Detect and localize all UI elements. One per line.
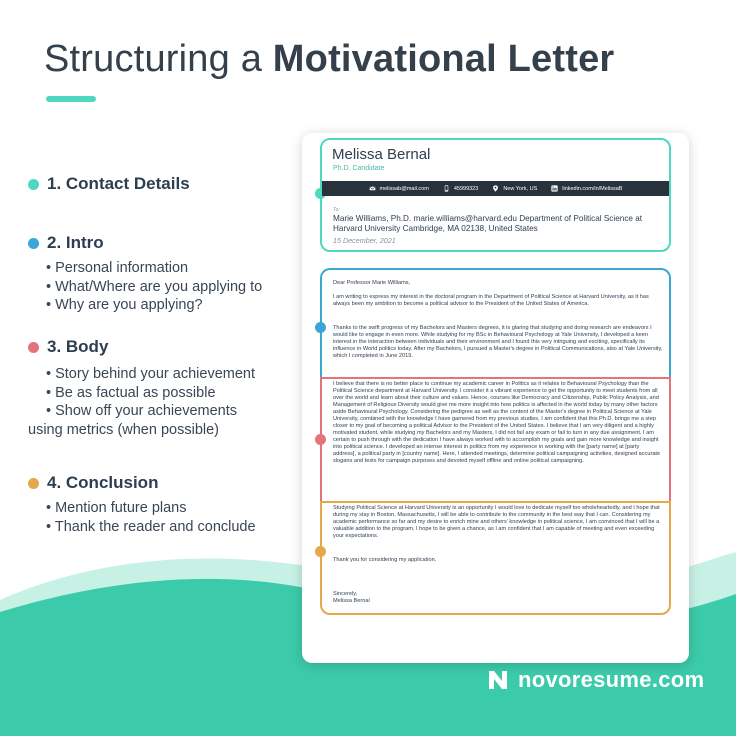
orange-dot-icon bbox=[28, 478, 39, 489]
body-marker-icon bbox=[315, 434, 326, 445]
phone-icon bbox=[443, 185, 450, 192]
section-contact-details bbox=[28, 174, 190, 194]
bullet-item: • What/Where are you applying to bbox=[46, 278, 263, 295]
section-heading: 2. Intro bbox=[47, 233, 104, 252]
novoresume-logo-icon bbox=[486, 668, 510, 692]
bullet-item: • Thank the reader and conclude bbox=[46, 518, 256, 535]
brand bbox=[486, 667, 704, 693]
to-label: To: bbox=[333, 207, 340, 213]
blue-dot-icon bbox=[28, 238, 39, 249]
bullet-item: • Story behind your achievement bbox=[46, 366, 255, 382]
section-intro bbox=[28, 233, 262, 315]
email-text: melissab@mail.com bbox=[379, 185, 429, 192]
title-bold: Motivational Letter bbox=[272, 38, 615, 80]
section-heading: 3. Body bbox=[47, 337, 109, 356]
body-divider bbox=[320, 377, 671, 379]
bullet-item: • Mention future plans bbox=[46, 500, 187, 516]
conclusion-paragraph-1: Studying Political Science at Harvard University is an opportunity I would love to dedicate myself too wholeheartedly, and I hope that during my stay in Boston, Massachusetts, I will be able to contribute to the community in the best way that I can. Considering my academic performance so far and my desire to enrich mine and others' knowledge in political science, I am convinced that I will be a valuable addition to the program. I hope to be given a chance, as I am confident that I am capable of meeting and even exceeding your expectations. bbox=[333, 505, 660, 539]
contact-bar bbox=[322, 181, 669, 196]
title-underline bbox=[46, 96, 96, 102]
contact-phone bbox=[443, 185, 478, 192]
brand-name: novoresume.com bbox=[518, 667, 705, 692]
page-title bbox=[44, 38, 614, 81]
linkedin-text: linkedin.com/in/MelissaB bbox=[562, 185, 623, 192]
location-text: New York, US bbox=[503, 185, 538, 192]
section-conclusion bbox=[28, 473, 256, 536]
bullet-item: • Personal information bbox=[46, 260, 189, 276]
greeting: Dear Professor Marie Williams, bbox=[333, 280, 411, 286]
contact-linkedin bbox=[551, 185, 622, 192]
letter-name: Melissa Bernal bbox=[332, 146, 431, 163]
intro-marker-icon bbox=[315, 322, 326, 333]
intro-paragraph-2: Thanks to the swift progress of my Bachelors and Masters degrees, it is glaring that studying and doing research are endeavors I would like to engage in even more. While studying for my BSc in Behavioural Psychology at Yale University, I developed a keen interest in the interaction between individuals and their environment and I found this very intriguing and exciting, specifically its influence in World politics today. After my Bachelors, I pursued a Master's degree in Political Communications, also at Yale University, which I completed in June 2019. bbox=[333, 325, 663, 359]
section-heading: 4. Conclusion bbox=[47, 473, 159, 492]
intro-paragraph-1: I am writing to express my interest in the doctoral program in the Department of Political Science at Harvard University, as it has always been my ambition to become a political advisor to the President of the United States of America. bbox=[333, 294, 649, 307]
signature: Melissa Bernal bbox=[333, 598, 370, 604]
conclusion-paragraph-2: Thank you for considering my application. bbox=[333, 557, 437, 563]
recipient-block: Marie Williams, Ph.D. marie.williams@harvard.edu Department of Political Science at Harvard University Cambridge, MA 02138, United States bbox=[333, 214, 643, 233]
body-paragraph: I believe that there is no better place to continue my academic career in Politics as it relates to Behavioural Psychology than the Political Science department at Harvard University. I consider it a vibrant experience to get the opportunity to meet students from all over the world and learn about their culture and values. Hence, courses like Democracy and Citizenship, Public Policy Analysis, and Management of Religious Diversity would give me more insight into how politics is affected in the world today by many other factors aside Behavioural Psychology. Considering the pedigree as well as the content of the Master's degree in Political Science at Yale University, combined with the knowledge I have garnered from my previous studies, I am confident that this Ph.D. brings me a step closer to my goal of becoming a political Advisor to the President of the United States. I believe that I am very diligent and a highly motivated student, while studying my Bachelors and my Masters, I did not fail any exam or fail to turn in any due assignment. I am certain to push through with the dedication I have always worked with to accomplish my goals and gain more knowledge and insight into political science. I developed an intense interest in politics from my experience in working with the [party name] at [party address], a political party in [country name]. Here, I attended meetings, determine political campaigning activities, designed accurate slogans and texts for campaign purposes and devoted myself offline and online political campaigning. bbox=[333, 381, 661, 464]
mail-icon bbox=[369, 185, 376, 192]
teal-dot-icon bbox=[28, 179, 39, 190]
conclusion-marker-icon bbox=[315, 546, 326, 557]
title-regular: Structuring a bbox=[44, 38, 273, 80]
section-heading: 1. Contact Details bbox=[47, 174, 190, 193]
section-body bbox=[28, 337, 255, 439]
phone-text: 45999323 bbox=[453, 185, 479, 192]
bullet-item: using metrics (when possible) bbox=[28, 421, 219, 438]
signoff: Sincerely, bbox=[333, 591, 358, 597]
bullet-item: • Why are you applying? bbox=[46, 297, 203, 313]
contact-location bbox=[492, 185, 537, 192]
linkedin-icon bbox=[551, 185, 558, 192]
letter-role: Ph.D. Candidate bbox=[333, 165, 385, 172]
bullet-item: • Show off your achievements bbox=[46, 403, 237, 419]
location-pin-icon bbox=[492, 185, 499, 192]
letter-date: 15 December, 2021 bbox=[333, 236, 396, 245]
red-dot-icon bbox=[28, 342, 39, 353]
bullet-item: • Be as factual as possible bbox=[46, 384, 216, 401]
contact-email bbox=[369, 185, 429, 192]
